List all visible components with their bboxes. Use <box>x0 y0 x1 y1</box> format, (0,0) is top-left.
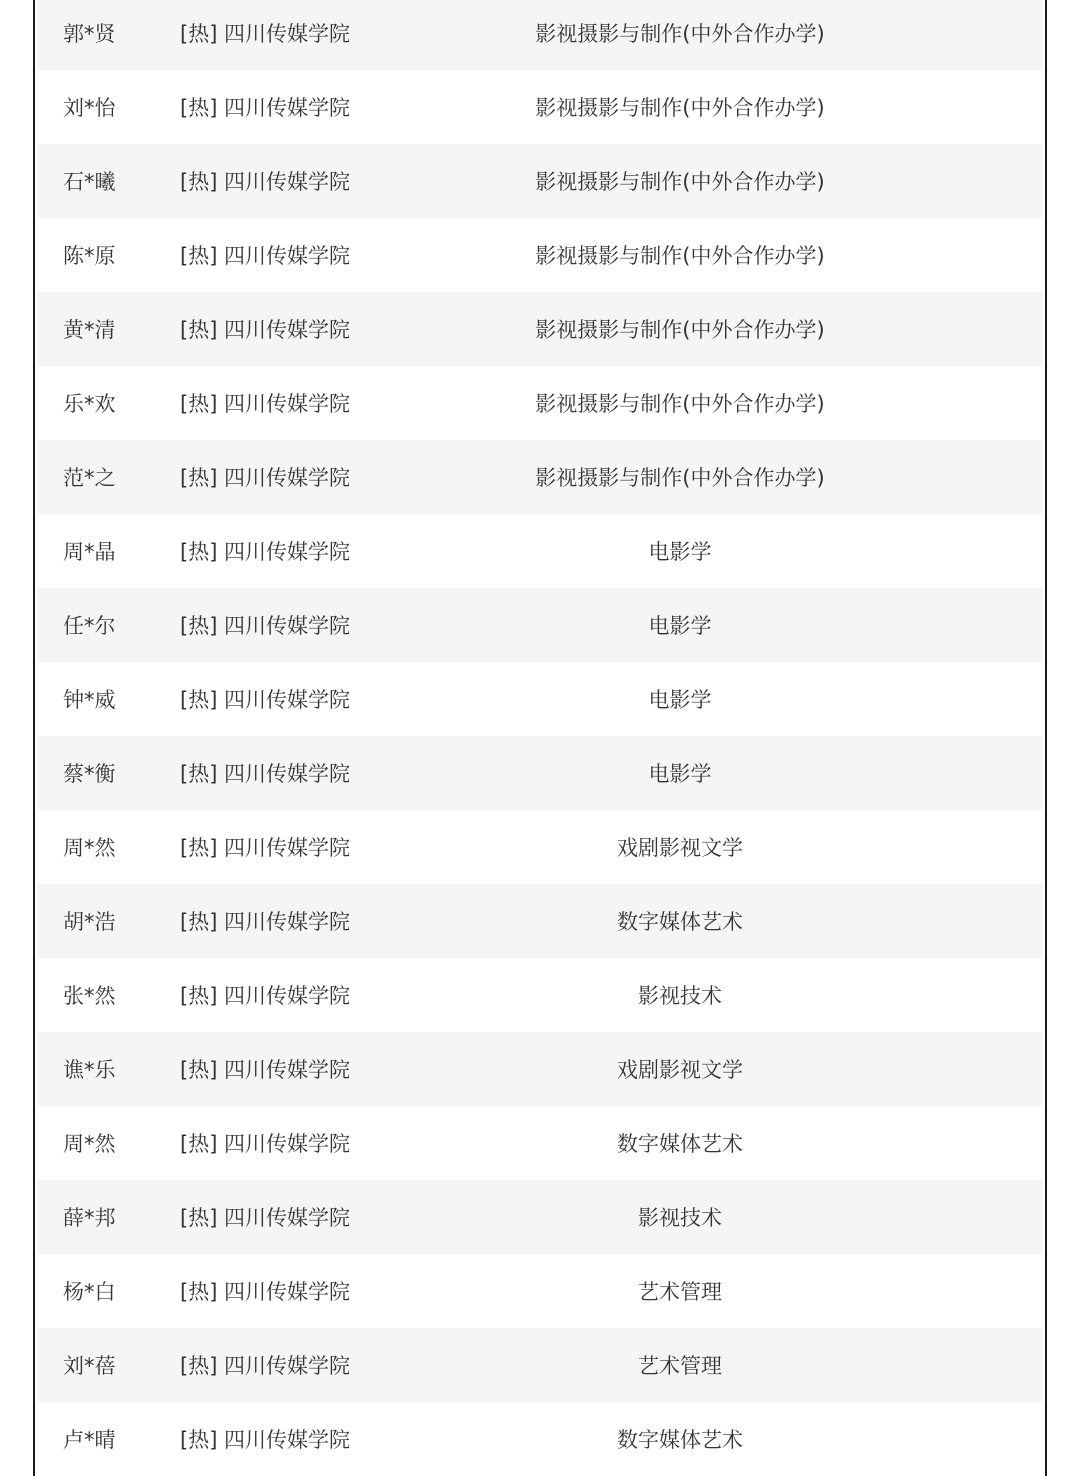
major-name: 影视摄影与制作(中外合作办学) <box>535 244 825 268</box>
table-row <box>37 662 1043 736</box>
major-name: 艺术管理 <box>638 1354 722 1378</box>
major-name: 影视摄影与制作(中外合作办学) <box>535 96 825 120</box>
school-name: [热] 四川传媒学院 <box>180 836 351 860</box>
table-row <box>37 1254 1043 1328</box>
major-name: 影视摄影与制作(中外合作办学) <box>535 466 825 490</box>
major-name: 影视技术 <box>638 984 722 1008</box>
school-name: [热] 四川传媒学院 <box>180 22 351 46</box>
major-name: 影视摄影与制作(中外合作办学) <box>535 22 825 46</box>
table-row <box>37 884 1043 958</box>
table-row <box>37 736 1043 810</box>
table-row <box>37 1328 1043 1402</box>
student-name: 黄*清 <box>63 318 116 342</box>
school-name: [热] 四川传媒学院 <box>180 1354 351 1378</box>
student-name: 陈*原 <box>63 244 116 268</box>
student-name: 蔡*衡 <box>63 762 116 786</box>
table-row <box>37 218 1043 292</box>
major-name: 电影学 <box>648 688 712 712</box>
student-name: 乐*欢 <box>63 392 116 416</box>
table-row <box>37 514 1043 588</box>
school-name: [热] 四川传媒学院 <box>180 1280 351 1304</box>
table-row <box>37 292 1043 366</box>
table-row <box>37 0 1043 70</box>
school-name: [热] 四川传媒学院 <box>180 1058 351 1082</box>
student-name: 周*然 <box>63 836 116 860</box>
student-name: 刘*怡 <box>63 96 116 120</box>
table-row <box>37 1032 1043 1106</box>
table-row <box>37 588 1043 662</box>
student-name: 张*然 <box>63 984 116 1008</box>
school-name: [热] 四川传媒学院 <box>180 762 351 786</box>
major-name: 戏剧影视文学 <box>617 836 743 860</box>
major-name: 影视技术 <box>638 1206 722 1230</box>
school-name: [热] 四川传媒学院 <box>180 170 351 194</box>
table-row <box>37 810 1043 884</box>
student-name: 周*然 <box>63 1132 116 1156</box>
student-name: 卢*晴 <box>63 1428 116 1452</box>
major-name: 艺术管理 <box>638 1280 722 1304</box>
table-row <box>37 366 1043 440</box>
major-name: 电影学 <box>648 614 712 638</box>
school-name: [热] 四川传媒学院 <box>180 688 351 712</box>
major-name: 数字媒体艺术 <box>617 910 743 934</box>
student-name: 任*尔 <box>63 614 116 638</box>
school-name: [热] 四川传媒学院 <box>180 96 351 120</box>
student-name: 周*晶 <box>63 540 116 564</box>
student-name: 石*曦 <box>63 170 116 194</box>
table-row <box>37 1180 1043 1254</box>
table-row <box>37 1402 1043 1476</box>
table-row <box>37 1106 1043 1180</box>
school-name: [热] 四川传媒学院 <box>180 910 351 934</box>
student-name: 谯*乐 <box>63 1058 116 1082</box>
major-name: 影视摄影与制作(中外合作办学) <box>535 170 825 194</box>
student-name: 刘*蓓 <box>63 1354 116 1378</box>
major-name: 数字媒体艺术 <box>617 1132 743 1156</box>
school-name: [热] 四川传媒学院 <box>180 466 351 490</box>
major-name: 电影学 <box>648 762 712 786</box>
school-name: [热] 四川传媒学院 <box>180 244 351 268</box>
major-name: 影视摄影与制作(中外合作办学) <box>535 392 825 416</box>
student-name: 钟*威 <box>63 688 116 712</box>
table-row <box>37 144 1043 218</box>
school-name: [热] 四川传媒学院 <box>180 614 351 638</box>
school-name: [热] 四川传媒学院 <box>180 540 351 564</box>
major-name: 影视摄影与制作(中外合作办学) <box>535 318 825 342</box>
table-row <box>37 958 1043 1032</box>
student-name: 薛*邦 <box>63 1206 116 1230</box>
school-name: [热] 四川传媒学院 <box>180 984 351 1008</box>
table-row <box>37 70 1043 144</box>
major-name: 戏剧影视文学 <box>617 1058 743 1082</box>
school-name: [热] 四川传媒学院 <box>180 318 351 342</box>
student-name: 范*之 <box>63 466 116 490</box>
school-name: [热] 四川传媒学院 <box>180 392 351 416</box>
school-name: [热] 四川传媒学院 <box>180 1132 351 1156</box>
student-name: 胡*浩 <box>63 910 116 934</box>
school-name: [热] 四川传媒学院 <box>180 1428 351 1452</box>
table-row <box>37 440 1043 514</box>
admission-table <box>37 0 1043 1476</box>
student-name: 郭*贤 <box>63 22 116 46</box>
major-name: 数字媒体艺术 <box>617 1428 743 1452</box>
table-frame <box>33 0 1047 1476</box>
major-name: 电影学 <box>648 540 712 564</box>
student-name: 杨*白 <box>63 1280 116 1304</box>
school-name: [热] 四川传媒学院 <box>180 1206 351 1230</box>
